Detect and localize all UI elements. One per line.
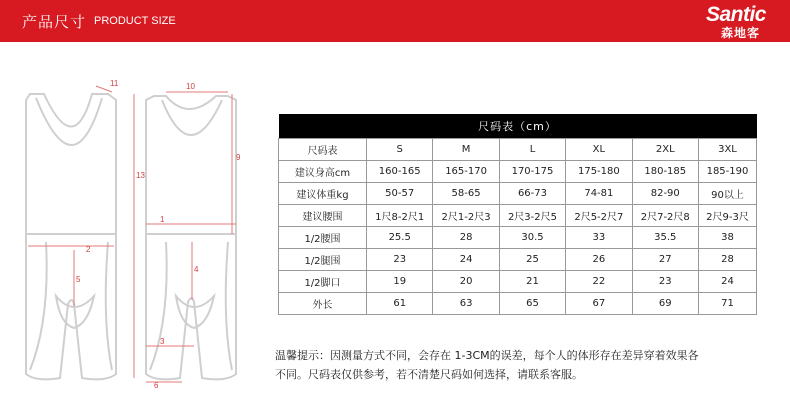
- table-cell: 外长: [279, 292, 367, 314]
- table-cell: 建议腰围: [279, 204, 367, 226]
- table-cell: 1尺8-2尺1: [367, 204, 433, 226]
- table-cell: 65: [499, 292, 565, 314]
- measure-label-6: 6: [154, 381, 159, 390]
- table-cell: 180-185: [632, 160, 698, 182]
- size-note-line: 不同。尺码表仅供参考，若不清楚尺码如何选择，请联系客服。: [275, 368, 583, 381]
- table-cell: 90以上: [698, 182, 756, 204]
- table-cell: 35.5: [632, 226, 698, 248]
- table-cell: 33: [566, 226, 632, 248]
- measure-label-10: 10: [186, 82, 195, 91]
- table-cell: 175-180: [566, 160, 632, 182]
- table-cell: 1/2脚口: [279, 270, 367, 292]
- table-cell: 25: [499, 248, 565, 270]
- table-cell: 24: [433, 248, 499, 270]
- table-cell: 74-81: [566, 182, 632, 204]
- brand-logo: Santic: [705, 3, 766, 26]
- table-cell: 170-175: [499, 160, 565, 182]
- table-cell: 28: [433, 226, 499, 248]
- table-cell: 1/2腿围: [279, 248, 367, 270]
- table-row: [279, 270, 757, 292]
- table-cell: 67: [566, 292, 632, 314]
- table-cell: 2尺1-2尺3: [433, 204, 499, 226]
- table-row: [279, 160, 757, 182]
- bib-shorts-diagram: [16, 74, 261, 394]
- section-title-en: PRODUCT SIZE: [94, 15, 176, 27]
- size-table: [278, 114, 757, 315]
- table-cell: 71: [698, 292, 756, 314]
- measure-label-13: 13: [136, 171, 145, 180]
- brand-logo-sub: 森地客: [720, 26, 760, 40]
- table-cell: 19: [367, 270, 433, 292]
- table-cell: 2尺9-3尺: [698, 204, 756, 226]
- table-cell: 25.5: [367, 226, 433, 248]
- table-cell: L: [499, 138, 565, 160]
- table-cell: 建议体重kg: [279, 182, 367, 204]
- table-row: [279, 248, 757, 270]
- size-note: [275, 346, 765, 384]
- section-title: 产品尺寸: [22, 13, 87, 31]
- table-cell: 20: [433, 270, 499, 292]
- table-row: [279, 292, 757, 314]
- table-cell: 185-190: [698, 160, 756, 182]
- table-cell: 66-73: [499, 182, 565, 204]
- table-cell: 23: [632, 270, 698, 292]
- measure-label-4: 4: [194, 265, 199, 274]
- table-cell: 3XL: [698, 138, 756, 160]
- size-note-line: 温馨提示：因测量方式不同，会存在 1-3CM的误差，每个人的体形存在差异穿着效果各: [275, 349, 699, 362]
- table-cell: 建议身高cm: [279, 160, 367, 182]
- measure-label-9: 9: [236, 153, 241, 162]
- table-row: [279, 182, 757, 204]
- table-cell: 160-165: [367, 160, 433, 182]
- measure-label-2: 2: [86, 245, 91, 254]
- table-cell: 38: [698, 226, 756, 248]
- table-cell: 63: [433, 292, 499, 314]
- table-cell: 23: [367, 248, 433, 270]
- table-cell: 2尺3-2尺5: [499, 204, 565, 226]
- table-cell: 82-90: [632, 182, 698, 204]
- table-cell: 2尺5-2尺7: [566, 204, 632, 226]
- table-cell: M: [433, 138, 499, 160]
- table-cell: 27: [632, 248, 698, 270]
- measure-label-5: 5: [76, 275, 81, 284]
- header-banner: [0, 0, 790, 42]
- table-cell: 28: [698, 248, 756, 270]
- front-garment-outline: [26, 94, 116, 379]
- table-cell: 58-65: [433, 182, 499, 204]
- table-cell: 61: [367, 292, 433, 314]
- measure-label-1: 1: [160, 215, 165, 224]
- table-cell: 50-57: [367, 182, 433, 204]
- table-cell: 21: [499, 270, 565, 292]
- table-row: [279, 226, 757, 248]
- table-header-row: [279, 138, 757, 160]
- table-cell: 69: [632, 292, 698, 314]
- measure-label-3: 3: [160, 337, 165, 346]
- measure-label-11: 11: [110, 79, 119, 88]
- size-table-caption: 尺码表（cm）: [279, 114, 757, 138]
- table-cell: 22: [566, 270, 632, 292]
- table-cell: 165-170: [433, 160, 499, 182]
- table-cell: 26: [566, 248, 632, 270]
- table-cell: S: [367, 138, 433, 160]
- table-cell: 1/2腰围: [279, 226, 367, 248]
- table-cell: 24: [698, 270, 756, 292]
- table-cell: XL: [566, 138, 632, 160]
- table-cell: 尺码表: [279, 138, 367, 160]
- table-cell: 2XL: [632, 138, 698, 160]
- table-cell: 30.5: [499, 226, 565, 248]
- table-cell: 2尺7-2尺8: [632, 204, 698, 226]
- table-row: [279, 204, 757, 226]
